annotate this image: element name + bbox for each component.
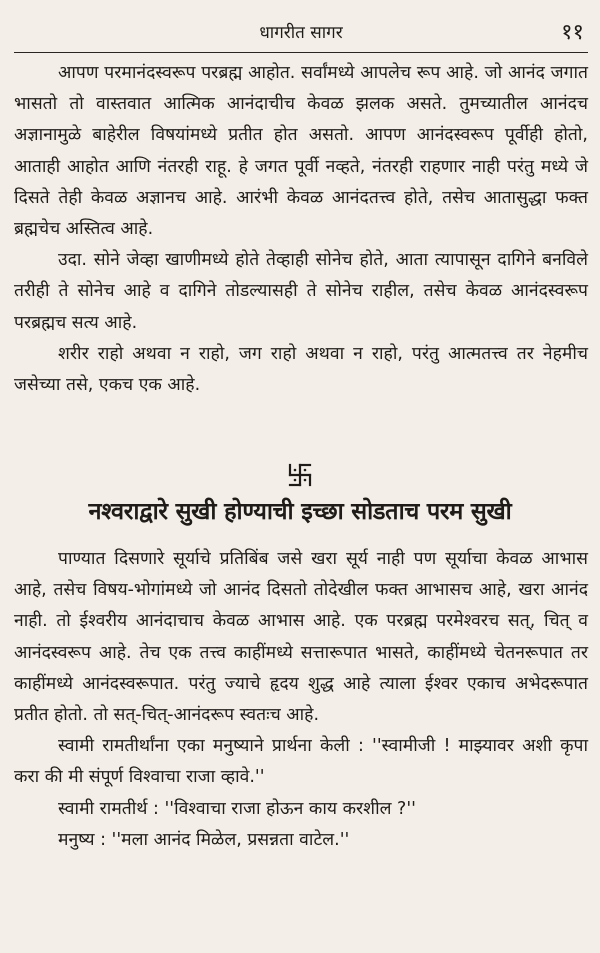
section-heading: नश्वराद्वारे सुखी होण्याची इच्छा सोडताच परम सुखी xyxy=(88,497,512,525)
swastika-ornament xyxy=(0,462,600,488)
paragraph: आपण परमानंदस्वरूप परब्रह्म आहोत. सर्वांमध्ये आपलेच रूप आहे. जो आनंद जगात भासतो तो वास्तवात आत्मिक आनंदाचीच केवळ झलक असते. तुमच्यातील आनंदच अज्ञानामुळे बाहेरील विषयांमध्ये प्रतीत होत असतो. आपण आनंदस्वरूप पूर्वीही होतो, आताही आहोत आणि नंतरही राहू. हे जगत पूर्वी नव्हते, नंतरही राहणार नाही परंतु मध्ये जे दिसते तेही केवळ अज्ञानच आहे. आरंभी केवळ आनंदतत्त्व होते, तसेच आतासुद्धा फक्त ब्रह्मचेच अस्तित्व आहे. xyxy=(14,63,588,240)
section-one xyxy=(14,58,588,401)
paragraph: स्वामी रामतीर्थांना एका मनुष्याने प्रार्थना केली : ''स्वामीजी ! माझ्यावर अशी कृपा करा की मी संपूर्ण विश्वाचा राजा व्हावे.'' xyxy=(14,736,588,788)
paragraph: शरीर राहो अथवा न राहो, जग राहो अथवा न राहो, परंतु आत्मतत्त्व तर नेहमीच जसेच्या तसे, एकच एक आहे. xyxy=(14,343,588,396)
swastika-icon xyxy=(287,462,313,488)
dialogue-line: स्वामी रामतीर्थ : ''विश्वाचा राजा होऊन काय करशील ?'' xyxy=(58,798,416,819)
section-two xyxy=(14,544,588,856)
header-rule xyxy=(14,52,588,53)
page-header xyxy=(14,12,588,52)
dialogue-line: मनुष्य : ''मला आनंद मिळेल, प्रसन्नता वाटेल.'' xyxy=(58,829,350,850)
paragraph: उदा. सोने जेव्हा खाणीमध्ये होते तेव्हाही सोनेच होते, आता त्यापासून दागिने बनविले तरीही ते सोनेच आहे व दागिने तोडल्यासही ते सोनेच राहील, तसेच केवळ आनंदस्वरूप परब्रह्मच सत्य आहे. xyxy=(14,250,588,333)
page-number: ११ xyxy=(561,20,584,45)
running-title: धागरीत सागर xyxy=(259,23,343,43)
paragraph: पाण्यात दिसणारे सूर्याचे प्रतिबिंब जसे खरा सूर्य नाही पण सूर्याचा केवळ आभास आहे, तसेच विषय-भोगांमध्ये जो आनंद दिसतो तोदेखील फक्त आभासच आहे, खरा आनंद नाही. तो ईश्वरीय आनंदाचाच केवळ आभास आहे. एक परब्रह्म परमेश्वरच सत्, चित् व आनंदस्वरूप आहे. तेच एक तत्त्व काहींमध्ये सत्तारूपात भासते, काहींमध्ये चेतनरूपात तर काहींमध्ये आनंदस्वरूपात. परंतु ज्याचे हृदय शुद्ध आहे त्याला ईश्वर एकाच अभेदरूपात प्रतीत होतो. तो सत्-चित्-आनंदरूप स्वतःच आहे. xyxy=(14,549,588,726)
